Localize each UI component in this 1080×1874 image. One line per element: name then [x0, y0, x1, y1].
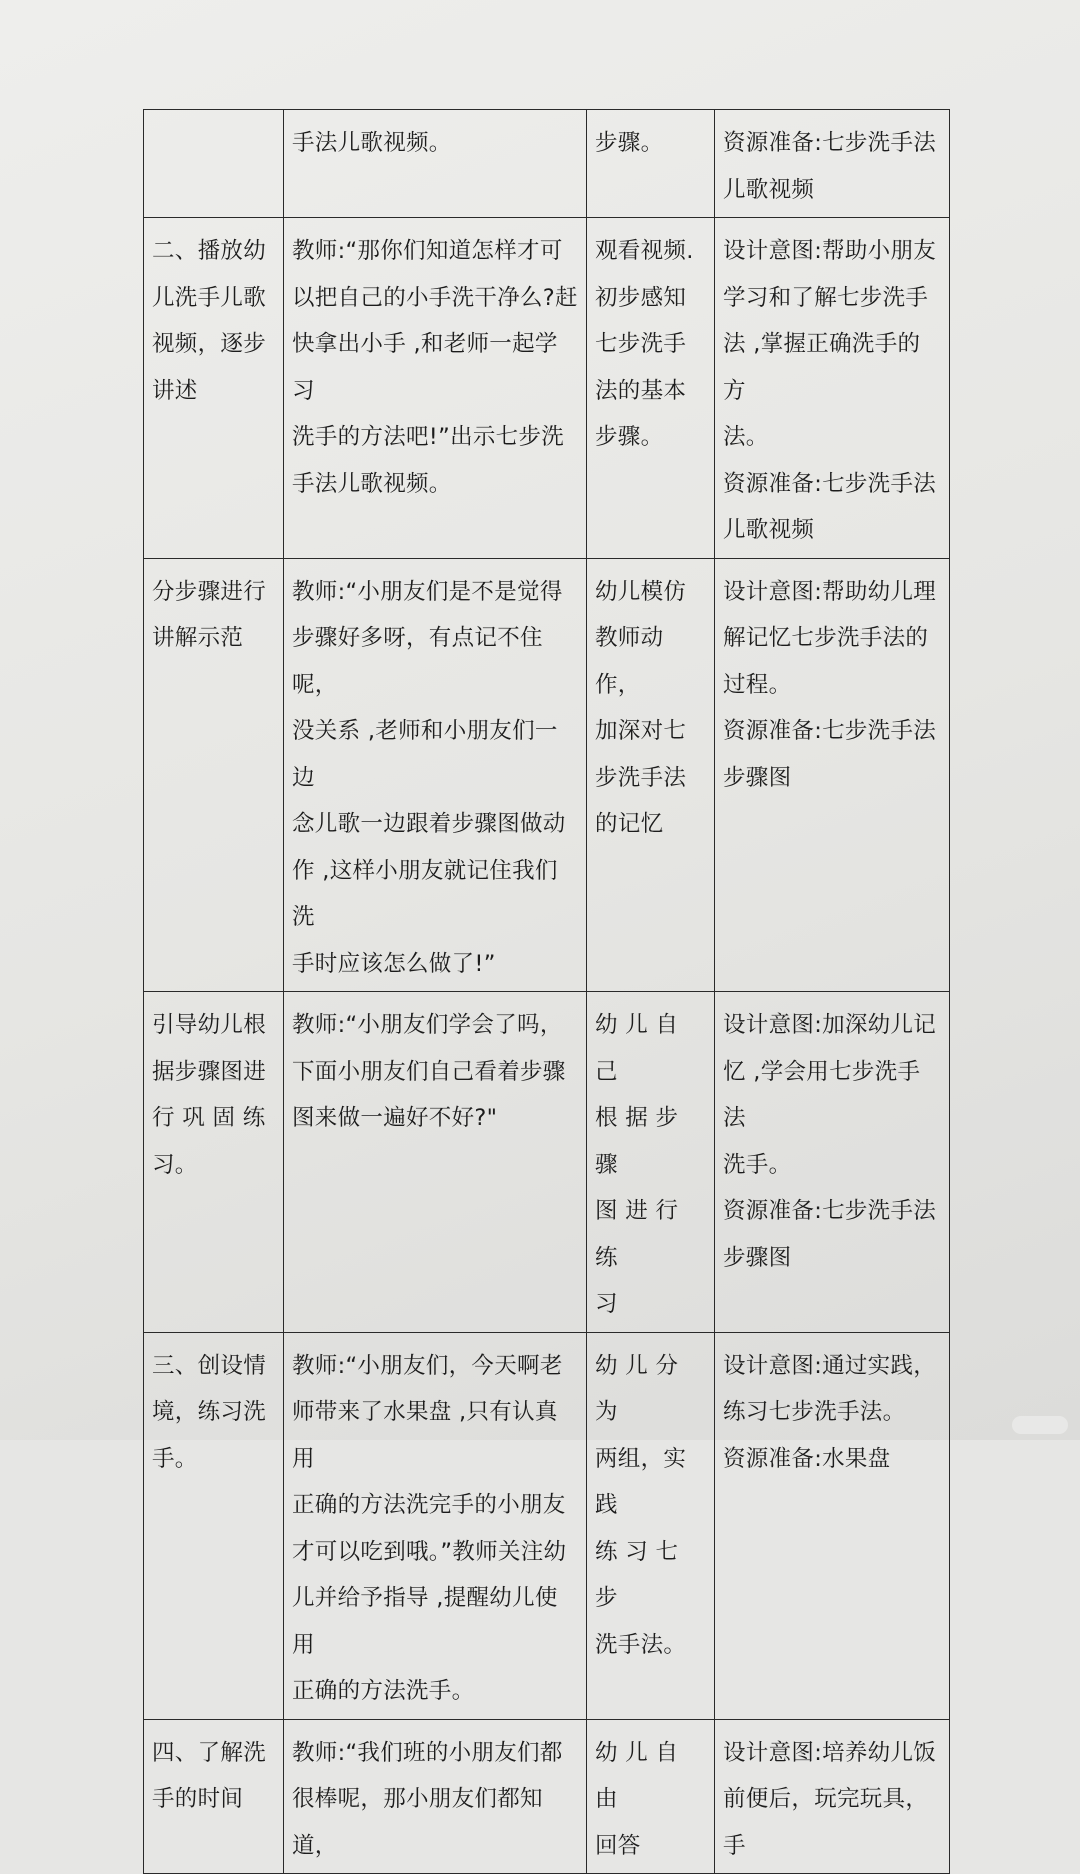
cell-text-line: 资源准备:七步洗手法: [723, 130, 937, 156]
cell-text-line: 设计意图:帮助幼儿理: [723, 578, 937, 605]
cell-text-line: 快拿出小手 ,和老师一起学习: [292, 331, 558, 404]
design-intent-cell: [715, 218, 950, 559]
cell-text-line: 下面小朋友们自己看着步骤: [292, 1058, 566, 1085]
stage-cell: [144, 1719, 284, 1874]
cell-text-line: 习: [595, 1291, 618, 1317]
lesson-plan-table: [143, 109, 950, 1874]
child-activity-cell: [587, 110, 715, 218]
cell-text-line: 教师:“我们班的小朋友们都: [292, 1739, 563, 1766]
cell-text-line: 手法儿歌视频。: [292, 130, 452, 156]
cell-text-line: 根 据 步 骤: [595, 1105, 679, 1178]
cell-text-line: 图来做一遍好不好?": [292, 1105, 498, 1131]
cell-text-line: 解记忆七步洗手法的: [723, 625, 929, 651]
cell-text-line: 设计意图:通过实践，: [723, 1352, 937, 1379]
cell-text-line: 视频，逐步: [152, 331, 267, 357]
design-intent-cell: [715, 992, 950, 1333]
cell-text-line: 七步洗手: [595, 331, 687, 357]
cell-text-line: 初步感知: [595, 284, 687, 311]
cell-text-line: 法 ,掌握正确洗手的方: [723, 331, 921, 404]
cell-text-line: 步骤。: [595, 424, 664, 450]
cell-text-line: 据步骤图进: [152, 1058, 267, 1085]
cell-text-line: 二、播放幼: [152, 238, 267, 264]
cell-text-line: 法。: [723, 424, 769, 450]
stage-cell: [144, 110, 284, 218]
cell-text-line: 过程。: [723, 671, 792, 698]
stage-cell: [144, 1332, 284, 1719]
cell-text-line: 行 巩 固 练: [152, 1105, 266, 1131]
cell-text-line: 手。: [152, 1445, 198, 1472]
cell-text-line: 设计意图:加深幼儿记: [723, 1012, 937, 1038]
cell-text-line: 观看视频.: [595, 238, 694, 264]
design-intent-cell: [715, 110, 950, 218]
table-row: [144, 558, 950, 992]
cell-text-line: 师带来了水果盘 ,只有认真用: [292, 1399, 558, 1472]
cell-text-line: 正确的方法洗完手的小朋友: [292, 1492, 566, 1518]
cell-text-line: 步骤。: [595, 130, 664, 156]
cell-text-line: 四、了解洗: [152, 1739, 267, 1766]
cell-text-line: 分步骤进行: [152, 578, 267, 605]
cell-text-line: 法的基本: [595, 377, 687, 404]
child-activity-cell: [587, 1332, 715, 1719]
table-row: [144, 110, 950, 218]
cell-text-line: 的记忆: [595, 811, 664, 837]
cell-text-line: 洗手的方法吧!”出示七步洗: [292, 424, 565, 450]
cell-text-line: 前便后，玩完玩具，手: [723, 1786, 929, 1859]
cell-text-line: 加深对七: [595, 718, 687, 744]
cell-text-line: 才可以吃到哦。”教师关注幼: [292, 1538, 567, 1565]
cell-text-line: 手的时间: [152, 1786, 244, 1812]
cell-text-line: 儿歌视频: [723, 176, 815, 203]
cell-text-line: 幼 儿 自 由: [595, 1739, 679, 1812]
cell-text-line: 讲述: [152, 377, 198, 404]
cell-text-line: 讲解示范: [152, 625, 244, 651]
cell-text-line: 洗手法。: [595, 1631, 687, 1658]
cell-text-line: 幼 儿 自 己: [595, 1012, 679, 1085]
table-row: [144, 992, 950, 1333]
table-row: [144, 218, 950, 559]
cell-text-line: 练 习 七 步: [595, 1538, 679, 1611]
cell-text-line: 设计意图:培养幼儿饭: [723, 1739, 937, 1766]
cell-text-line: 步骤图: [723, 1244, 792, 1271]
cell-text-line: 儿歌视频: [723, 517, 815, 543]
cell-text-line: 设计意图:帮助小朋友: [723, 238, 937, 264]
design-intent-cell: [715, 1719, 950, 1874]
cell-text-line: 教师:“小朋友们是不是觉得: [292, 578, 563, 605]
cell-text-line: 以把自己的小手洗干净么?赶: [292, 284, 578, 311]
teacher-activity-cell: [284, 110, 587, 218]
teacher-activity-cell: [284, 218, 587, 559]
cell-text-line: 步洗手法: [595, 764, 687, 791]
cell-text-line: 幼 儿 分 为: [595, 1352, 679, 1425]
stage-cell: [144, 992, 284, 1333]
cell-text-line: 资源准备:水果盘: [723, 1445, 891, 1472]
table-row: [144, 1719, 950, 1874]
cell-text-line: 手法儿歌视频。: [292, 470, 452, 497]
cell-text-line: 回答: [595, 1832, 641, 1859]
cell-text-line: 学习和了解七步洗手: [723, 284, 929, 311]
cell-text-line: 资源准备:七步洗手法: [723, 1198, 937, 1224]
cell-text-line: 儿并给予指导 ,提醒幼儿使用: [292, 1585, 558, 1658]
cell-text-line: 作 ,这样小朋友就记住我们洗: [292, 857, 558, 930]
table-row: [144, 1332, 950, 1719]
cell-text-line: 步骤好多呀，有点记不住呢，: [292, 625, 543, 698]
cell-text-line: 引导幼儿根: [152, 1012, 267, 1038]
child-activity-cell: [587, 218, 715, 559]
cell-text-line: 教师动作，: [595, 625, 664, 698]
teacher-activity-cell: [284, 558, 587, 992]
cell-text-line: 没关系 ,老师和小朋友们一边: [292, 718, 558, 791]
watermark-badge: [1012, 1416, 1068, 1434]
cell-text-line: 资源准备:七步洗手法: [723, 718, 937, 744]
cell-text-line: 幼儿模仿: [595, 578, 687, 605]
stage-cell: [144, 218, 284, 559]
design-intent-cell: [715, 558, 950, 992]
teacher-activity-cell: [284, 1332, 587, 1719]
cell-text-line: 教师:“那你们知道怎样才可: [292, 238, 563, 264]
cell-text-line: 境，练习洗: [152, 1399, 267, 1425]
design-intent-cell: [715, 1332, 950, 1719]
cell-text-line: 教师:“小朋友们，今天啊老: [292, 1352, 563, 1379]
cell-text-line: 很棒呢，那小朋友们都知道，: [292, 1786, 543, 1859]
teacher-activity-cell: [284, 1719, 587, 1874]
cell-text-line: 资源准备:七步洗手法: [723, 470, 937, 497]
child-activity-cell: [587, 992, 715, 1333]
cell-text-line: 习。: [152, 1151, 198, 1178]
cell-text-line: 洗手。: [723, 1151, 792, 1178]
cell-text-line: 三、创设情: [152, 1352, 267, 1379]
child-activity-cell: [587, 1719, 715, 1874]
cell-text-line: 步骤图: [723, 764, 792, 791]
cell-text-line: 儿洗手儿歌: [152, 284, 267, 311]
cell-text-line: 正确的方法洗手。: [292, 1678, 475, 1704]
cell-text-line: 图 进 行 练: [595, 1198, 679, 1271]
cell-text-line: 练习七步洗手法。: [723, 1399, 906, 1425]
stage-cell: [144, 558, 284, 992]
cell-text-line: 手时应该怎么做了!”: [292, 950, 496, 977]
cell-text-line: 念儿歌一边跟着步骤图做动: [292, 811, 566, 837]
cell-text-line: 忆 ,学会用七步洗手法: [723, 1058, 921, 1131]
cell-text-line: 两组，实践: [595, 1445, 687, 1518]
teacher-activity-cell: [284, 992, 587, 1333]
cell-text-line: 教师:“小朋友们学会了吗，: [292, 1012, 563, 1038]
child-activity-cell: [587, 558, 715, 992]
